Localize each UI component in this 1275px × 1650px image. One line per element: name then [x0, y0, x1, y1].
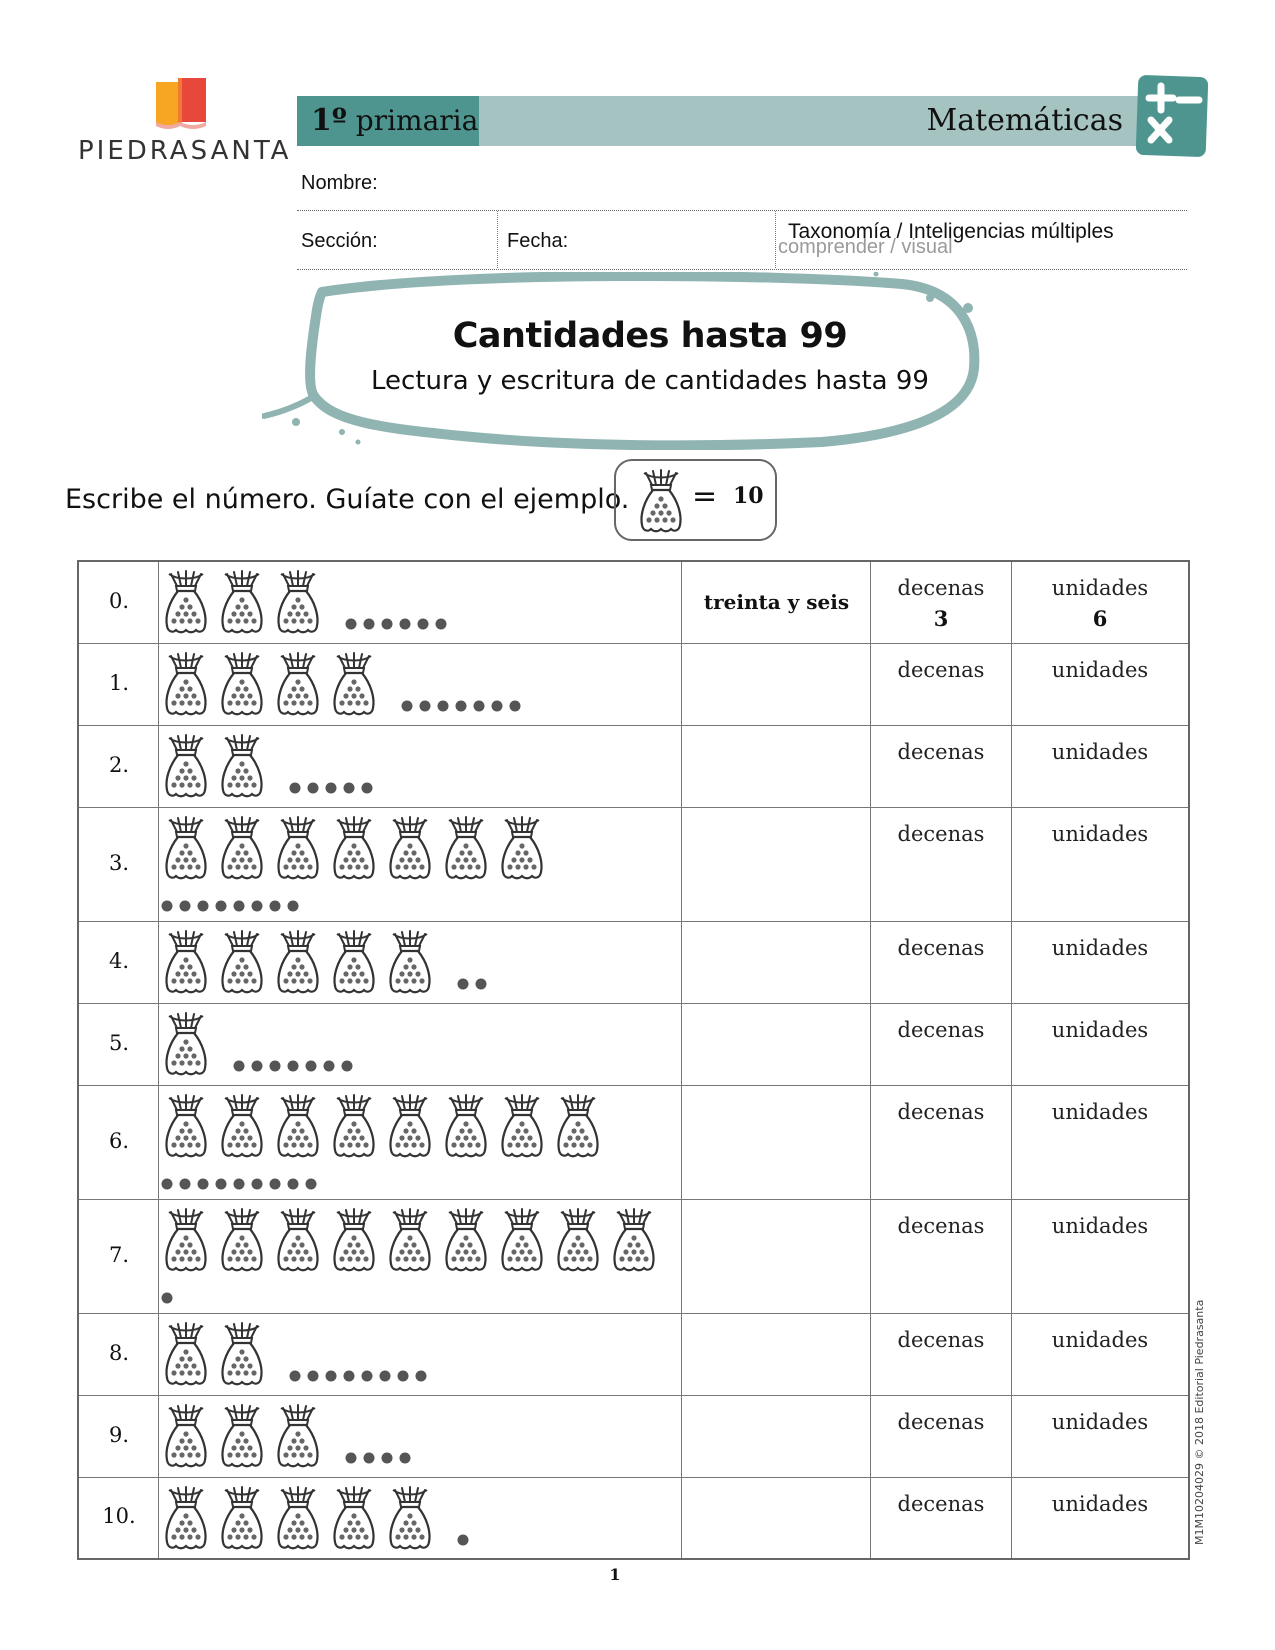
- table-row: [79, 922, 1188, 1004]
- table-row: [79, 644, 1188, 726]
- copyright-notice: M1M10204029 © 2018 Editorial Piedrasanta: [1193, 1299, 1206, 1545]
- unit-dot: [326, 1371, 337, 1382]
- unit-dot: [252, 901, 263, 912]
- tens-label: decenas: [897, 1214, 985, 1238]
- unit-dot: [458, 979, 469, 990]
- date-field-label: Fecha:: [507, 230, 569, 252]
- units-label: unidades: [1051, 1214, 1149, 1238]
- quantity-picture: [159, 922, 681, 1004]
- units-cell[interactable]: [1012, 1478, 1188, 1558]
- table-row: [79, 1478, 1188, 1558]
- exercise-table: [77, 560, 1190, 1560]
- unit-dot: [288, 901, 299, 912]
- unit-dot: [400, 619, 411, 630]
- unit-dot: [234, 901, 245, 912]
- units-label: unidades: [1051, 740, 1149, 764]
- unit-dot: [290, 783, 301, 794]
- units-label: unidades: [1051, 1100, 1149, 1124]
- money-bag-icon: [638, 469, 684, 533]
- money-bag-icon: [278, 653, 317, 714]
- row-number: 2.: [108, 753, 130, 777]
- unit-dot: [252, 1179, 263, 1190]
- unit-dot: [180, 1179, 191, 1190]
- money-bag-icon: [222, 1095, 261, 1156]
- table-row: [79, 808, 1188, 922]
- number-word-cell[interactable]: [682, 562, 871, 643]
- tens-label: decenas: [897, 822, 985, 846]
- row-number: 8.: [108, 1341, 130, 1365]
- unit-dot: [344, 1371, 355, 1382]
- quantity-picture: [159, 808, 681, 922]
- row-number: 6.: [108, 1129, 130, 1153]
- tens-cell[interactable]: [871, 726, 1012, 807]
- money-bag-icon: [334, 1095, 373, 1156]
- quantity-picture: [159, 644, 681, 726]
- money-bag-icon: [166, 1405, 205, 1466]
- unit-dot: [162, 1293, 173, 1304]
- row-number: 1.: [108, 671, 130, 695]
- taxonomy-values: comprender / visual: [778, 236, 953, 258]
- tens-cell[interactable]: [871, 1004, 1012, 1085]
- row-number-cell: [79, 644, 159, 725]
- money-bag-icon: [222, 1487, 261, 1548]
- row-number-cell: [79, 1396, 159, 1477]
- grade-label: [297, 96, 479, 146]
- table-row: [79, 1314, 1188, 1396]
- money-bag-icon: [446, 1209, 485, 1270]
- unit-dot: [198, 901, 209, 912]
- units-label: unidades: [1051, 1018, 1149, 1042]
- unit-dot: [362, 783, 373, 794]
- quantity-picture-cell: [159, 1086, 682, 1199]
- units-value: 6: [1092, 606, 1108, 631]
- units-label: unidades: [1051, 658, 1149, 682]
- money-bag-icon: [390, 1209, 429, 1270]
- units-cell[interactable]: [1012, 644, 1188, 725]
- units-cell[interactable]: [1012, 726, 1188, 807]
- money-bag-icon: [278, 571, 317, 632]
- unit-dot: [418, 619, 429, 630]
- table-row: [79, 1200, 1188, 1314]
- brand-name: PIEDRASANTA: [78, 136, 292, 166]
- unit-dot: [162, 901, 173, 912]
- units-label: unidades: [1051, 1328, 1149, 1352]
- units-label: unidades: [1051, 1410, 1149, 1434]
- quantity-picture-cell: [159, 1396, 682, 1477]
- quantity-picture-cell: [159, 1004, 682, 1085]
- unit-dot: [324, 1061, 335, 1072]
- divider: [775, 211, 776, 268]
- money-bag-icon: [278, 1487, 317, 1548]
- money-bag-icon: [558, 1209, 597, 1270]
- unit-dot: [362, 1371, 373, 1382]
- row-number: 7.: [108, 1243, 130, 1267]
- unit-dot: [400, 1453, 411, 1464]
- money-bag-icon: [390, 931, 429, 992]
- example-box: [614, 459, 777, 541]
- number-word-cell[interactable]: [682, 808, 871, 921]
- unit-dot: [456, 701, 467, 712]
- row-number: 10.: [102, 1504, 136, 1528]
- unit-dot: [270, 901, 281, 912]
- tens-cell[interactable]: [871, 1086, 1012, 1199]
- money-bag-icon: [614, 1209, 653, 1270]
- quantity-picture-cell: [159, 1478, 682, 1558]
- book-logo-icon: [156, 78, 206, 132]
- number-word-cell[interactable]: [682, 1086, 871, 1199]
- money-bag-icon: [222, 1405, 261, 1466]
- quantity-picture-cell: [159, 1314, 682, 1395]
- table-row: [79, 726, 1188, 808]
- money-bag-icon: [334, 1487, 373, 1548]
- money-bag-icon: [278, 817, 317, 878]
- money-bag-icon: [222, 653, 261, 714]
- units-label: unidades: [1051, 936, 1149, 960]
- quantity-picture-cell: [159, 644, 682, 725]
- units-cell[interactable]: [1012, 1314, 1188, 1395]
- money-bag-icon: [166, 571, 205, 632]
- worksheet-title: Cantidades hasta 99: [452, 316, 848, 356]
- unit-dot: [364, 1453, 375, 1464]
- unit-dot: [380, 1371, 391, 1382]
- table-row: [79, 1396, 1188, 1478]
- money-bag-icon: [278, 931, 317, 992]
- number-word-cell[interactable]: [682, 644, 871, 725]
- unit-dot: [458, 1535, 469, 1546]
- subject-title: Matemáticas: [926, 103, 1123, 138]
- money-bag-icon: [502, 817, 541, 878]
- quantity-picture-cell: [159, 562, 682, 643]
- grade-text: primaria: [355, 104, 479, 137]
- money-bag-icon: [222, 1209, 261, 1270]
- money-bag-icon: [558, 1095, 597, 1156]
- unit-dot: [382, 1453, 393, 1464]
- unit-dot: [346, 1453, 357, 1464]
- tens-label: decenas: [897, 936, 985, 960]
- money-bag-icon: [278, 1405, 317, 1466]
- quantity-picture: [159, 1314, 681, 1396]
- tens-label: decenas: [897, 1328, 985, 1352]
- number-word-cell[interactable]: [682, 1200, 871, 1313]
- quantity-picture-cell: [159, 808, 682, 921]
- money-bag-icon: [334, 653, 373, 714]
- unit-dot: [510, 701, 521, 712]
- tens-label: decenas: [897, 1018, 985, 1042]
- tens-cell[interactable]: [871, 808, 1012, 921]
- brand-logo: [78, 78, 292, 178]
- unit-dot: [180, 901, 191, 912]
- taxonomy-label: Taxonomía / Inteligencias múltiples: [788, 220, 1114, 243]
- money-bag-icon: [390, 1095, 429, 1156]
- unit-dot: [198, 1179, 209, 1190]
- unit-dot: [216, 901, 227, 912]
- unit-dot: [306, 1179, 317, 1190]
- quantity-picture: [159, 562, 681, 644]
- money-bag-icon: [446, 1095, 485, 1156]
- money-bag-icon: [502, 1095, 541, 1156]
- units-cell[interactable]: [1012, 562, 1188, 643]
- unit-dot: [342, 1061, 353, 1072]
- units-cell[interactable]: [1012, 1396, 1188, 1477]
- unit-dot: [288, 1061, 299, 1072]
- money-bag-icon: [390, 817, 429, 878]
- quantity-picture-cell: [159, 922, 682, 1003]
- units-label: unidades: [1051, 822, 1149, 846]
- number-word: treinta y seis: [703, 590, 850, 614]
- table-row: [79, 562, 1188, 644]
- unit-dot: [438, 701, 449, 712]
- table-row: [79, 1004, 1188, 1086]
- tens-label: decenas: [897, 740, 985, 764]
- money-bag-icon: [222, 931, 261, 992]
- number-word-cell[interactable]: [682, 726, 871, 807]
- money-bag-icon: [222, 571, 261, 632]
- unit-dot: [344, 783, 355, 794]
- unit-dot: [402, 701, 413, 712]
- unit-dot: [270, 1179, 281, 1190]
- table-row: [79, 1086, 1188, 1200]
- units-cell[interactable]: [1012, 808, 1188, 921]
- quantity-picture: [159, 1200, 681, 1314]
- units-label: unidades: [1051, 576, 1149, 600]
- tens-cell[interactable]: [871, 644, 1012, 725]
- money-bag-icon: [166, 1013, 205, 1074]
- unit-dot: [398, 1371, 409, 1382]
- unit-dot: [436, 619, 447, 630]
- money-bag-icon: [278, 1095, 317, 1156]
- row-number: 0.: [108, 589, 130, 613]
- tens-label: decenas: [897, 1100, 985, 1124]
- row-number: 3.: [108, 851, 130, 875]
- tens-cell[interactable]: [871, 1478, 1012, 1558]
- tens-cell[interactable]: [871, 562, 1012, 643]
- money-bag-icon: [278, 1209, 317, 1270]
- money-bag-icon: [222, 817, 261, 878]
- row-number-cell: [79, 1314, 159, 1395]
- row-number-cell: [79, 562, 159, 643]
- instruction-text: Escribe el número. Guíate con el ejemplo.: [65, 484, 630, 515]
- unit-dot: [216, 1179, 227, 1190]
- units-cell[interactable]: [1012, 1086, 1188, 1199]
- grade-number: 1º: [311, 103, 347, 138]
- quantity-picture: [159, 1086, 681, 1200]
- money-bag-icon: [334, 931, 373, 992]
- money-bag-icon: [166, 1209, 205, 1270]
- number-word-cell[interactable]: [682, 1314, 871, 1395]
- money-bag-icon: [166, 735, 205, 796]
- divider: [497, 211, 498, 268]
- quantity-picture-cell: [159, 726, 682, 807]
- unit-dot: [364, 619, 375, 630]
- number-word-cell[interactable]: [682, 1478, 871, 1558]
- example-value: 10: [733, 483, 764, 509]
- page-number: 1: [609, 1565, 621, 1584]
- quantity-picture: [159, 1396, 681, 1478]
- money-bag-icon: [166, 931, 205, 992]
- tens-cell[interactable]: [871, 922, 1012, 1003]
- units-cell[interactable]: [1012, 1004, 1188, 1085]
- quantity-picture: [159, 726, 681, 808]
- unit-dot: [420, 701, 431, 712]
- unit-dot: [492, 701, 503, 712]
- unit-dot: [474, 701, 485, 712]
- money-bag-icon: [166, 1487, 205, 1548]
- row-number-cell: [79, 726, 159, 807]
- unit-dot: [162, 1179, 173, 1190]
- money-bag-icon: [166, 817, 205, 878]
- number-word-cell[interactable]: [682, 922, 871, 1003]
- money-bag-icon: [334, 1209, 373, 1270]
- row-number-cell: [79, 808, 159, 921]
- unit-dot: [306, 1061, 317, 1072]
- tens-value: 3: [933, 606, 949, 631]
- unit-dot: [252, 1061, 263, 1072]
- row-number: 5.: [108, 1031, 130, 1055]
- tens-label: decenas: [897, 1492, 985, 1516]
- number-word-cell[interactable]: [682, 1004, 871, 1085]
- tens-cell[interactable]: [871, 1200, 1012, 1313]
- unit-dot: [290, 1371, 301, 1382]
- row-number: 4.: [108, 949, 130, 973]
- money-bag-icon: [334, 817, 373, 878]
- money-bag-icon: [502, 1209, 541, 1270]
- money-bag-icon: [222, 1323, 261, 1384]
- row-number-cell: [79, 1004, 159, 1085]
- money-bag-icon: [166, 1323, 205, 1384]
- section-field-label: Sección:: [301, 230, 378, 252]
- unit-dot: [416, 1371, 427, 1382]
- divider: [297, 269, 1187, 270]
- number-word-cell[interactable]: [682, 1396, 871, 1477]
- money-bag-icon: [390, 1487, 429, 1548]
- unit-dot: [346, 619, 357, 630]
- money-bag-icon: [166, 1095, 205, 1156]
- unit-dot: [326, 783, 337, 794]
- unit-dot: [234, 1179, 245, 1190]
- money-bag-icon: [222, 735, 261, 796]
- tens-cell[interactable]: [871, 1314, 1012, 1395]
- row-number-cell: [79, 1200, 159, 1313]
- tens-label: decenas: [897, 1410, 985, 1434]
- unit-dot: [476, 979, 487, 990]
- worksheet-subtitle: Lectura y escritura de cantidades hasta 99: [371, 366, 929, 396]
- tens-label: decenas: [897, 658, 985, 682]
- row-number-cell: [79, 1478, 159, 1558]
- math-operations-icon: [1135, 74, 1209, 158]
- equals-sign: =: [692, 479, 718, 514]
- row-number: 9.: [108, 1423, 130, 1447]
- unit-dot: [382, 619, 393, 630]
- quantity-picture: [159, 1478, 681, 1558]
- row-number-cell: [79, 922, 159, 1003]
- tens-label: decenas: [897, 576, 985, 600]
- tens-cell[interactable]: [871, 1396, 1012, 1477]
- unit-dot: [270, 1061, 281, 1072]
- unit-dot: [308, 1371, 319, 1382]
- units-cell[interactable]: [1012, 922, 1188, 1003]
- unit-dot: [308, 783, 319, 794]
- money-bag-icon: [166, 653, 205, 714]
- unit-dot: [234, 1061, 245, 1072]
- unit-dot: [288, 1179, 299, 1190]
- name-field-label: Nombre:: [301, 172, 378, 194]
- divider: [297, 210, 1187, 211]
- money-bag-icon: [446, 817, 485, 878]
- title-cloud-frame: [262, 272, 982, 450]
- units-cell[interactable]: [1012, 1200, 1188, 1313]
- quantity-picture-cell: [159, 1200, 682, 1313]
- units-label: unidades: [1051, 1492, 1149, 1516]
- quantity-picture: [159, 1004, 681, 1086]
- row-number-cell: [79, 1086, 159, 1199]
